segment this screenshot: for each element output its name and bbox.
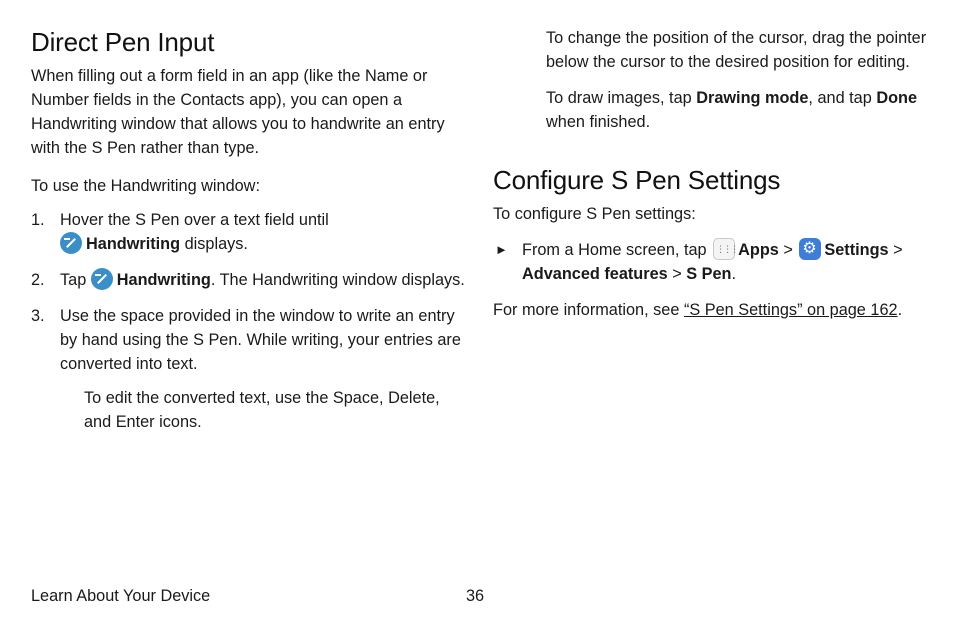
step-text: Use the space provided in the window to write an entry by hand using the S Pen. While writing, your entries are converted into text.: [60, 307, 461, 373]
s-pen-settings-link[interactable]: “S Pen Settings” on page 162: [683, 301, 898, 319]
step-3: [31, 304, 471, 376]
step-number: 1.: [31, 211, 45, 229]
apps-icon: [713, 238, 735, 260]
instruction-text: [522, 238, 933, 286]
instruction-bullet: [493, 238, 933, 286]
continued-notes: [493, 26, 933, 134]
handwriting-icon: [91, 268, 113, 290]
handwriting-icon: [60, 232, 82, 254]
configure-section: [493, 164, 933, 322]
lead-paragraph: To use the Handwriting window:: [31, 177, 260, 195]
more-info-pre: For more information, see: [493, 301, 684, 319]
step-2: [31, 268, 471, 292]
draw-note-post: when finished.: [546, 113, 651, 131]
step-1: [31, 208, 471, 256]
step-text: [60, 271, 465, 289]
section-title-configure-s-pen: Configure S Pen Settings: [493, 165, 781, 195]
sub-note: To edit the converted text, use the Space, Delete, and Enter icons.: [84, 389, 440, 431]
apps-label: Apps: [738, 241, 779, 259]
step-text-pre: Tap: [60, 271, 91, 289]
configure-lead: To configure S Pen settings:: [493, 205, 696, 223]
intro-paragraph: When filling out a form field in an app (like the Name or Number fields in the Contacts app), you can open a Handwriting window that allows you to handwrite an entry with the S Pen rather than type.: [31, 67, 445, 157]
step-bold: Handwriting: [86, 235, 181, 253]
step-number: 2.: [31, 271, 45, 289]
done-label: Done: [876, 89, 918, 107]
left-column: [31, 26, 471, 434]
cursor-note: To change the position of the cursor, drag the pointer below the cursor to the desired position for editing.: [546, 29, 927, 71]
right-column: [493, 26, 933, 322]
draw-note-pre: To draw images, tap: [546, 89, 697, 107]
section-title-direct-pen-input: Direct Pen Input: [31, 27, 215, 57]
step-text-post: . The Handwriting window displays.: [210, 271, 465, 289]
step-text-pre: Hover the S Pen over a text field until: [60, 211, 329, 229]
step-text-post: displays.: [180, 235, 248, 253]
more-info: [493, 298, 933, 322]
steps-list: [31, 208, 471, 376]
separator: >: [888, 241, 903, 259]
advanced-features-label: Advanced features: [522, 265, 668, 283]
more-info-end: .: [897, 301, 903, 319]
footer-section-name: Learn About Your Device: [31, 587, 211, 605]
drawing-mode-label: Drawing mode: [696, 89, 809, 107]
draw-note: [546, 86, 933, 134]
draw-note-mid: , and tap: [808, 89, 877, 107]
step-text: [60, 211, 329, 253]
step-bold: Handwriting: [116, 271, 211, 289]
settings-icon: [799, 238, 821, 260]
instruction-pre: From a Home screen, tap: [522, 241, 712, 259]
bullet-arrow: ►: [495, 242, 508, 257]
step-number: 3.: [31, 307, 45, 325]
settings-label: Settings: [824, 241, 889, 259]
s-pen-label: S Pen: [686, 265, 732, 283]
page-number: 36: [466, 587, 485, 605]
separator: >: [778, 241, 798, 259]
separator: >: [667, 265, 687, 283]
instruction-end: .: [731, 265, 737, 283]
